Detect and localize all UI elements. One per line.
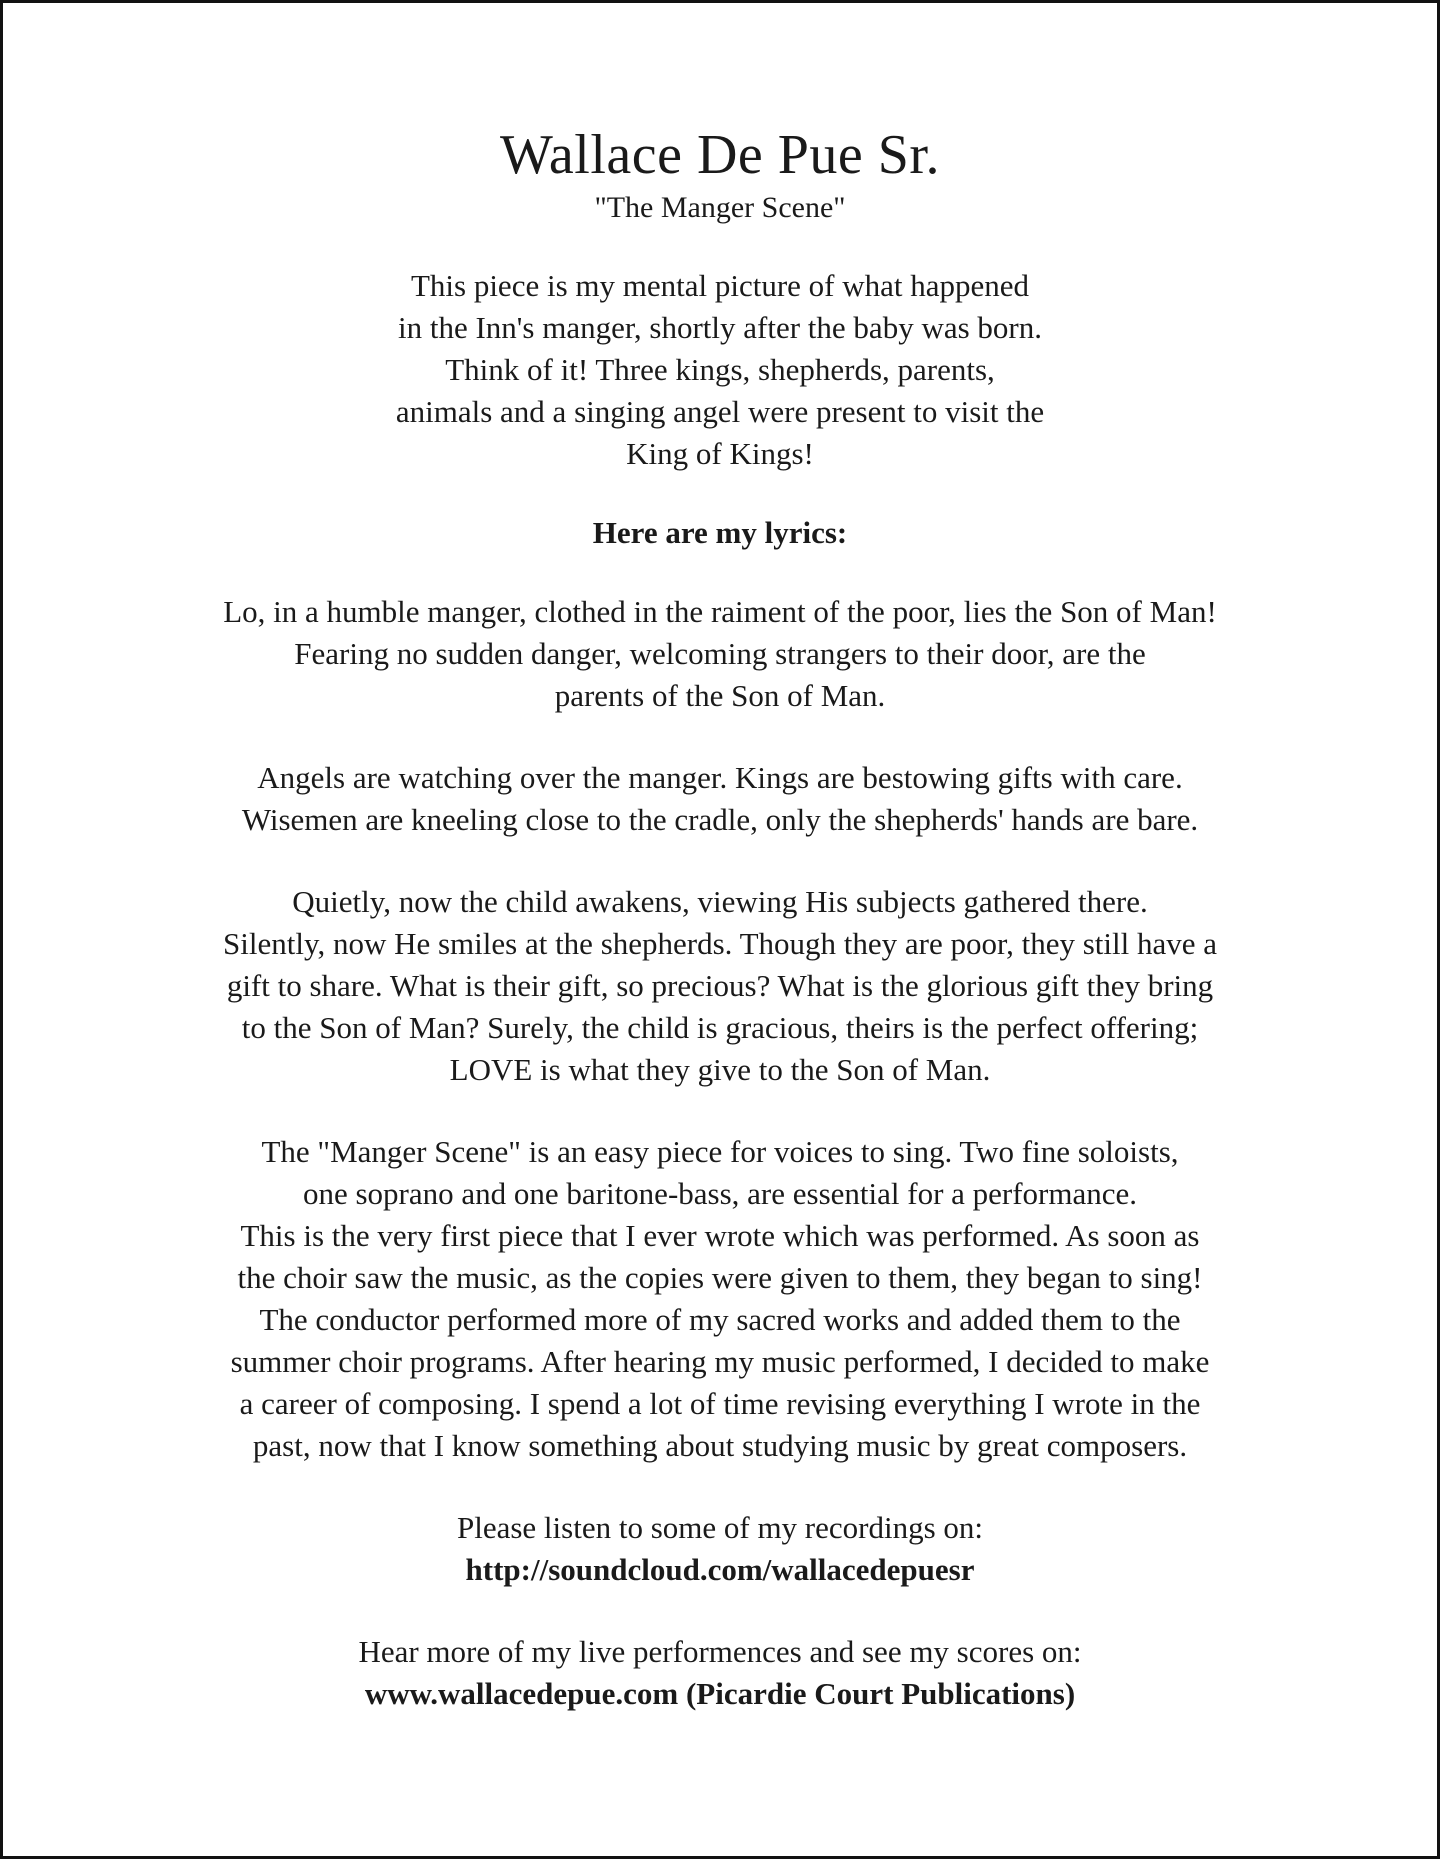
lyrics-line: Quietly, now the child awakens, viewing His subjects gathered there.: [292, 884, 1148, 920]
recordings-label: Please listen to some of my recordings on:: [456, 1510, 984, 1546]
notes-line: a career of composing. I spend a lot of time revising everything I wrote in the: [239, 1386, 1201, 1422]
piece-title: "The Manger Scene": [594, 191, 846, 225]
soundcloud-link[interactable]: http://soundcloud.com/wallacedepuesr: [465, 1552, 975, 1588]
intro-line: in the Inn's manger, shortly after the baby was born.: [398, 310, 1042, 346]
notes-line: This is the very first piece that I ever wrote which was performed. As soon as: [240, 1218, 1200, 1254]
intro-line: This piece is my mental picture of what happened: [410, 268, 1030, 304]
recordings-section: [113, 1507, 1327, 1591]
notes-line: The conductor performed more of my sacred works and added them to the: [259, 1302, 1181, 1338]
notes-line: past, now that I know something about studying music by great composers.: [252, 1428, 1188, 1464]
intro-line: King of Kings!: [626, 436, 814, 472]
lyrics-line: Lo, in a humble manger, clothed in the raiment of the poor, lies the Son of Man!: [223, 594, 1217, 630]
lyrics-verse-2: [113, 757, 1327, 841]
lyrics-line: LOVE is what they give to the Son of Man.: [449, 1052, 991, 1088]
lyrics-line: parents of the Son of Man.: [554, 678, 886, 714]
notes-line: one soprano and one baritone-bass, are essential for a performance.: [302, 1176, 1138, 1212]
notes-line: The "Manger Scene" is an easy piece for voices to sing. Two fine soloists,: [261, 1134, 1179, 1170]
lyrics-line: gift to share. What is their gift, so precious? What is the glorious gift they bring: [226, 968, 1214, 1004]
performances-section: [113, 1631, 1327, 1715]
intro-line: animals and a singing angel were present to visit the: [395, 394, 1045, 430]
notes-paragraph: [113, 1131, 1327, 1467]
page-title: Wallace De Pue Sr.: [500, 124, 940, 186]
lyrics-heading: Here are my lyrics:: [592, 515, 848, 551]
lyrics-verse-1: [113, 591, 1327, 717]
notes-line: summer choir programs. After hearing my music performed, I decided to make: [230, 1344, 1210, 1380]
website-link[interactable]: www.wallacedepue.com (Picardie Court Publications): [364, 1676, 1076, 1712]
document-content: [113, 123, 1327, 1715]
performances-label: Hear more of my live performences and see my scores on:: [358, 1634, 1082, 1670]
lyrics-line: to the Son of Man? Surely, the child is gracious, theirs is the perfect offering;: [241, 1010, 1199, 1046]
intro-line: Think of it! Three kings, shepherds, parents,: [445, 352, 995, 388]
intro-paragraph: [113, 265, 1327, 475]
lyrics-verse-3: [113, 881, 1327, 1091]
lyrics-line: Wisemen are kneeling close to the cradle, only the shepherds' hands are bare.: [241, 802, 1199, 838]
lyrics-line: Angels are watching over the manger. Kings are bestowing gifts with care.: [257, 760, 1183, 796]
lyrics-line: Silently, now He smiles at the shepherds. Though they are poor, they still have a: [223, 926, 1217, 962]
lyrics-line: Fearing no sudden danger, welcoming strangers to their door, are the: [294, 636, 1146, 672]
notes-line: the choir saw the music, as the copies were given to them, they began to sing!: [237, 1260, 1203, 1296]
